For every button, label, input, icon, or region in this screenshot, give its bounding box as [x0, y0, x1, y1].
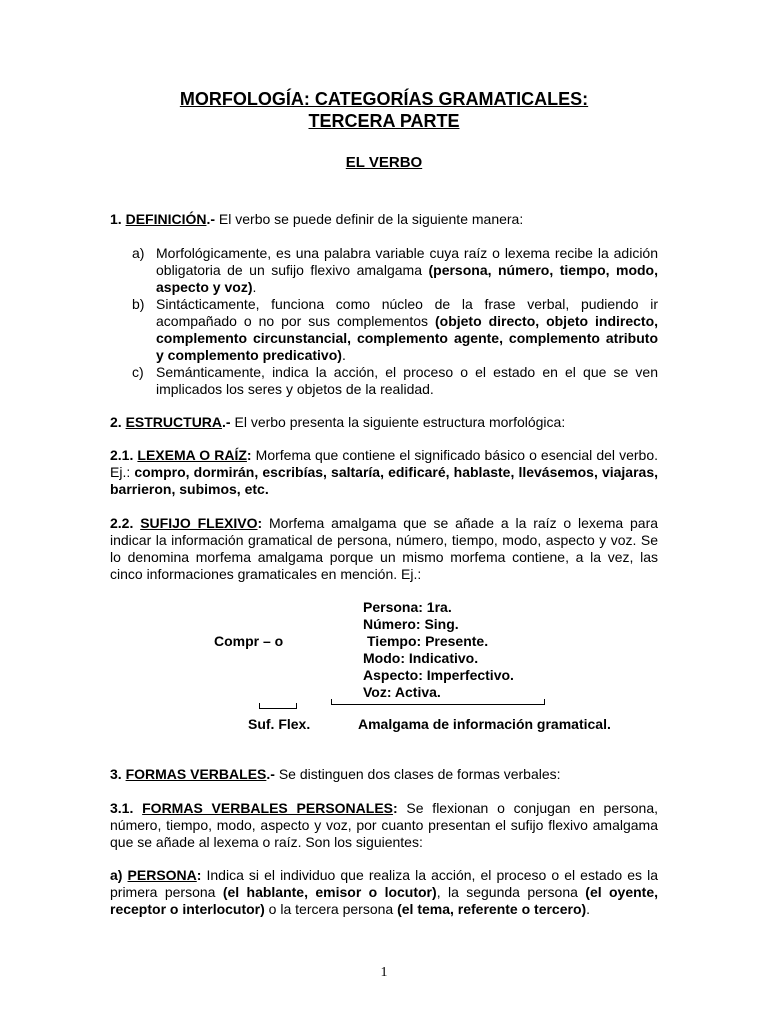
section-text: Se flexionan o conjugan en persona, número, tiempo, modo, aspecto y voz, por cuanto presentan el sufijo flexivo amalgama que se añade al lexema o raíz. Son los siguientes:	[110, 800, 659, 850]
section-heading: PERSONA	[127, 867, 197, 883]
section-text: Morfema que contiene el significado básico o esencial del verbo. Ej.:	[110, 447, 658, 480]
verb-examples: compro, dormirán, escribías, saltaría, edificaré, hablaste, llevásemos, viajaras, barrieron, subimos, etc.	[110, 464, 658, 497]
verb-diagram-word: Compr – o	[214, 633, 284, 649]
list-marker: a)	[132, 245, 145, 261]
page-title-line-1: MORFOLOGÍA: CATEGORÍAS GRAMATICALES:	[179, 89, 589, 109]
section-text: El verbo presenta la siguiente estructura morfológica:	[230, 414, 566, 430]
section-heading: FORMAS VERBALES	[125, 766, 267, 782]
list-item-bold: (persona, número, tiempo, modo, aspecto y voz)	[156, 262, 659, 295]
section-2-estructura	[110, 414, 658, 431]
section-separator: .-	[222, 414, 231, 430]
section-number: a)	[110, 867, 123, 883]
section-3-formas	[110, 766, 658, 783]
list-item-text: Morfológicamente, es una palabra variable cuya raíz o lexema recibe la adición obligatoria de un sufijo flexivo amalgama	[156, 245, 658, 278]
bold-phrase: (el hablante, emisor o locutor)	[222, 884, 437, 900]
section-1-definicion	[110, 211, 658, 228]
feature-aspecto: Aspecto: Imperfectivo.	[363, 667, 514, 683]
section-text: , la segunda persona	[436, 884, 586, 900]
section-separator: .-	[266, 766, 275, 782]
feature-modo: Modo: Indicativo.	[363, 650, 479, 666]
section-heading: ESTRUCTURA	[125, 414, 223, 430]
bold-phrase: (el tema, referente o tercero)	[397, 901, 587, 917]
list-item-end: .	[341, 347, 346, 363]
list-item-text: Semánticamente, indica la acción, el proceso o el estado en el que se ven implicados los seres y objetos de la realidad.	[156, 364, 658, 397]
section-number: 2.	[110, 414, 122, 430]
section-separator: :	[393, 800, 398, 816]
list-item-text: Sintácticamente, funciona como núcleo de la frase verbal, pudiendo ir acompañado o no por sus complementos	[156, 296, 658, 329]
section-subtitle: EL VERBO	[345, 154, 423, 171]
feature-numero: Número: Sing.	[363, 616, 459, 632]
suffix-label: Suf. Flex.	[248, 716, 311, 732]
list-item	[110, 296, 658, 364]
section-separator: :	[246, 447, 252, 463]
section-separator: :	[196, 867, 202, 883]
section-heading: SUFIJO FLEXIVO	[140, 515, 258, 531]
section-2-1-lexema	[110, 447, 658, 498]
amalgam-label: Amalgama de información gramatical.	[358, 716, 611, 732]
suffix-brace	[259, 703, 297, 709]
section-separator: .-	[206, 211, 216, 227]
section-heading: FORMAS VERBALES PERSONALES	[142, 800, 393, 816]
definition-list	[110, 245, 658, 398]
verb-feature-list	[363, 599, 514, 701]
list-item	[110, 245, 658, 296]
section-2-2-sufijo	[110, 515, 658, 583]
list-item	[110, 364, 658, 398]
section-a-persona	[110, 867, 658, 918]
section-text: Morfema amalgama que se añade a la raíz o lexema para indicar la información gramatical de persona, número, tiempo, modo, aspecto y voz. Se lo denomina morfema amalgama porque un mismo morfema contiene, a la vez, las cinco informaciones gramaticales en mención. Ej.:	[110, 515, 659, 582]
feature-tiempo: Tiempo: Presente.	[367, 633, 489, 649]
section-heading: LEXEMA O RAÍZ	[137, 447, 247, 463]
section-number: 1.	[110, 211, 122, 227]
section-separator: :	[257, 515, 263, 531]
feature-voz: Voz: Activa.	[363, 684, 441, 700]
section-number: 2.2.	[110, 515, 134, 531]
section-text: Se distinguen dos clases de formas verbales:	[274, 766, 561, 782]
list-item-bold: (objeto directo, objeto indirecto, complemento circunstancial, complemento agente, complemento atributo y complemento predicativo)	[156, 313, 659, 363]
section-heading: DEFINICIÓN	[125, 211, 207, 227]
section-text: .	[586, 901, 591, 917]
list-marker: c)	[132, 364, 144, 380]
section-text: El verbo se puede definir de la siguiente manera:	[215, 211, 524, 227]
amalgam-brace	[331, 699, 545, 705]
section-text: o la tercera persona	[264, 901, 398, 917]
section-number: 3.	[110, 766, 122, 782]
list-marker: b)	[132, 296, 145, 312]
section-text: Indica si el individuo que realiza la acción, el proceso o el estado es la primera persona	[110, 867, 659, 900]
section-number: 2.1.	[110, 447, 134, 463]
bold-phrase: (el oyente, receptor o interlocutor)	[110, 884, 659, 917]
page-number: 1	[380, 965, 388, 980]
section-3-1-personales	[110, 800, 658, 851]
list-item-end: .	[252, 279, 257, 295]
feature-persona: Persona: 1ra.	[363, 599, 452, 615]
section-number: 3.1.	[110, 800, 134, 816]
page-title-line-2: TERCERA PARTE	[308, 111, 460, 131]
